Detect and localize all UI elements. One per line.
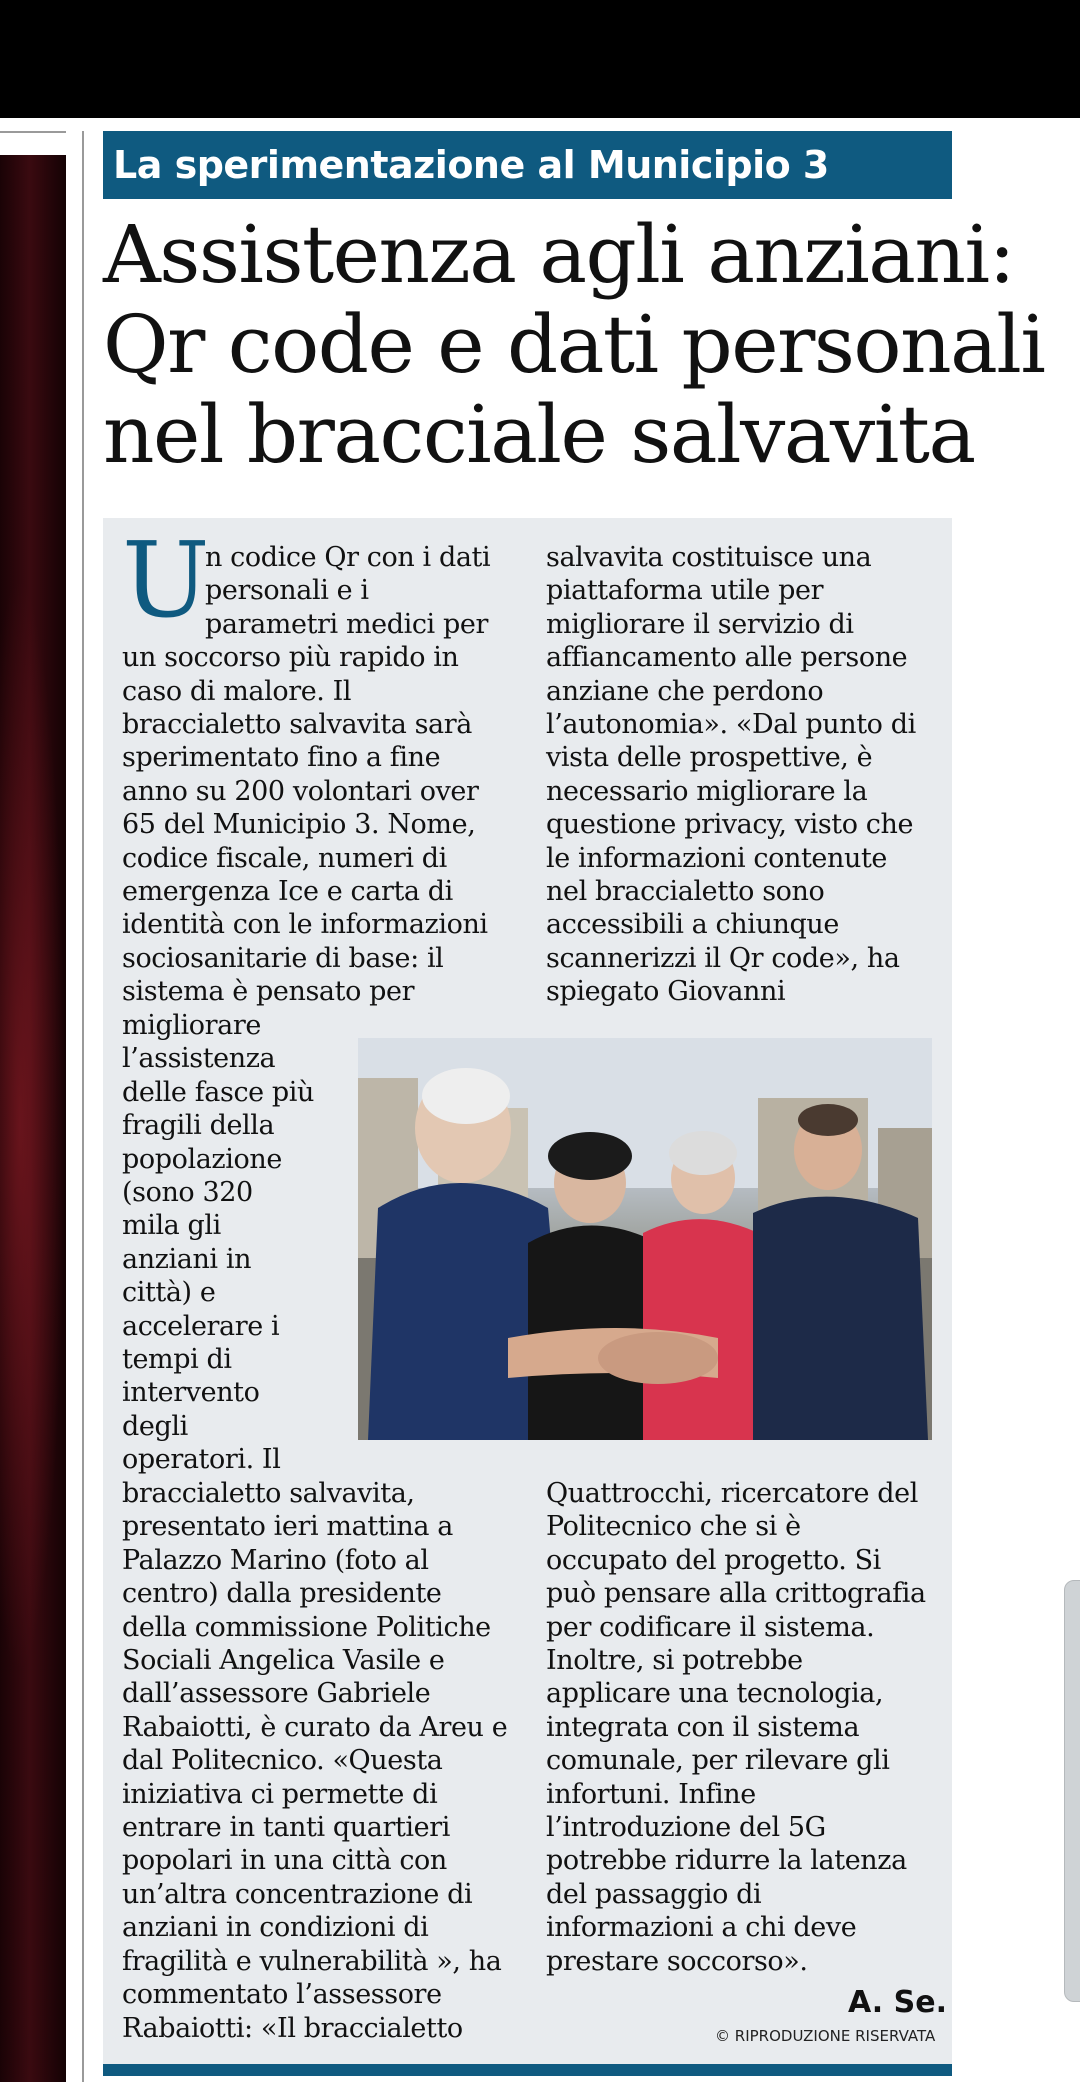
text-line: 65 del Municipio 3. Nome,: [122, 809, 476, 841]
body-column-2-top: [546, 541, 916, 1009]
text-line: prestare soccorso».: [546, 1945, 808, 1977]
text-line: Inoltre, si potrebbe: [546, 1645, 803, 1677]
text-line: tempi di: [122, 1344, 232, 1376]
text-line: fragilità e vulnerabilità », ha: [122, 1945, 502, 1977]
text-line: informazioni a chi deve: [546, 1912, 857, 1944]
text-line: necessario migliorare la: [546, 775, 868, 807]
text-line: intervento: [122, 1377, 260, 1409]
text-line: centro) dalla presidente: [122, 1578, 442, 1610]
headline-line: Qr code e dati personali: [103, 298, 1045, 391]
headline-line: Assistenza agli anziani:: [103, 208, 1015, 301]
text-line: migliorare il servizio di: [546, 608, 854, 640]
text-line: un’altra concentrazione di: [122, 1878, 473, 1910]
article-headline: [103, 208, 1045, 481]
text-line: popolazione: [122, 1143, 282, 1175]
text-line: presentato ieri mattina a: [122, 1511, 453, 1543]
text-line: l’introduzione del 5G: [546, 1812, 826, 1844]
text-line: infortuni. Infine: [546, 1778, 756, 1810]
text-line: Politecnico che si è: [546, 1511, 801, 1543]
scroll-handle[interactable]: [1064, 1580, 1080, 2002]
text-line: Rabaiotti, è curato da Areu e: [122, 1711, 508, 1743]
text-line: anno su 200 volontari over: [122, 775, 479, 807]
text-line: braccialetto salvavita sarà: [122, 709, 472, 741]
text-line: codice fiscale, numeri di: [122, 842, 447, 874]
text-line: comunale, per rilevare gli: [546, 1745, 890, 1777]
text-line: un soccorso più rapido in: [122, 642, 459, 674]
text-line: dall’assessore Gabriele: [122, 1678, 431, 1710]
text-line: della commissione Politiche: [122, 1611, 491, 1643]
text-line: città) e: [122, 1277, 216, 1309]
text-line: applicare una tecnologia,: [546, 1678, 884, 1710]
text-line: per codificare il sistema.: [546, 1611, 875, 1643]
text-line: (sono 320: [122, 1177, 253, 1209]
copyright-notice: © RIPRODUZIONE RISERVATA: [715, 2027, 936, 2045]
text-line: Rabaiotti: «Il braccialetto: [122, 2012, 463, 2044]
text-line: identità con le informazioni: [122, 909, 488, 941]
text-line: questione privacy, visto che: [546, 809, 914, 841]
text-line: braccialetto salvavita,: [122, 1478, 415, 1509]
text-line: potrebbe ridurre la latenza: [546, 1845, 907, 1877]
text-line: occupato del progetto. Si: [546, 1544, 881, 1576]
left-divider-rule: [0, 131, 66, 133]
text-line: emergenza Ice e carta di: [122, 876, 453, 908]
adjacent-article-photo: [0, 155, 66, 2082]
text-line: salvavita costituisce una: [546, 542, 872, 573]
body-column-1-top: [122, 541, 490, 1009]
text-line: sistema è pensato per: [122, 976, 415, 1008]
body-column-1-bottom: [122, 1477, 507, 2045]
body-column-2-bottom: [546, 1477, 926, 1978]
author-signature: A. Se.: [848, 1985, 947, 2020]
bottom-accent-rule: [103, 2064, 952, 2076]
article-photo: [358, 1038, 932, 1440]
text-line: accelerare i: [122, 1310, 280, 1342]
text-line: piattaforma utile per: [546, 575, 824, 607]
text-line: iniziativa ci permette di: [122, 1778, 438, 1810]
drop-cap: U: [122, 519, 210, 641]
text-line: anziani in: [122, 1243, 252, 1275]
text-line: vista delle prospettive, è: [546, 742, 873, 774]
text-line: n codice Qr con i dati: [205, 542, 491, 573]
text-line: fragili della: [122, 1110, 275, 1142]
text-line: migliorare: [122, 1010, 261, 1041]
text-line: sociosanitarie di base: il: [122, 942, 444, 974]
text-line: accessibili a chiunque: [546, 909, 839, 941]
text-line: integrata con il sistema: [546, 1711, 860, 1743]
headline-line: nel bracciale salvavita: [103, 388, 975, 481]
text-line: l’autonomia». «Dal punto di: [546, 709, 916, 741]
text-line: parametri medici per: [205, 608, 488, 640]
column-divider: [82, 131, 84, 2082]
text-line: può pensare alla crittografia: [546, 1578, 926, 1610]
text-line: entrare in tanti quartieri: [122, 1812, 450, 1844]
article-kicker: La sperimentazione al Municipio 3: [103, 131, 952, 199]
text-line: operatori. Il: [122, 1444, 281, 1476]
text-line: dal Politecnico. «Questa: [122, 1745, 443, 1777]
text-line: Quattrocchi, ricercatore del: [546, 1478, 918, 1509]
text-line: affiancamento alle persone: [546, 642, 908, 674]
text-line: anziani in condizioni di: [122, 1912, 429, 1944]
text-line: Sociali Angelica Vasile e: [122, 1645, 445, 1677]
text-line: caso di malore. Il: [122, 675, 352, 707]
text-line: del passaggio di: [546, 1878, 762, 1910]
text-line: popolari in una città con: [122, 1845, 447, 1877]
text-line: delle fasce più: [122, 1076, 315, 1108]
text-line: sperimentato fino a fine: [122, 742, 441, 774]
text-line: scannerizzi il Qr code», ha: [546, 942, 900, 974]
text-line: personali e i: [205, 575, 369, 607]
text-line: spiegato Giovanni: [546, 976, 786, 1008]
text-line: le informazioni contenute: [546, 842, 888, 874]
text-line: degli: [122, 1410, 188, 1442]
top-black-bar: [0, 0, 1080, 118]
text-line: anziane che perdono: [546, 675, 824, 707]
text-line: Palazzo Marino (foto al: [122, 1544, 429, 1576]
text-line: nel braccialetto sono: [546, 876, 825, 908]
text-line: mila gli: [122, 1210, 221, 1242]
text-line: l’assistenza: [122, 1043, 276, 1075]
text-line: commentato l’assessore: [122, 1979, 442, 2011]
body-column-1-narrow: [122, 1009, 314, 1477]
